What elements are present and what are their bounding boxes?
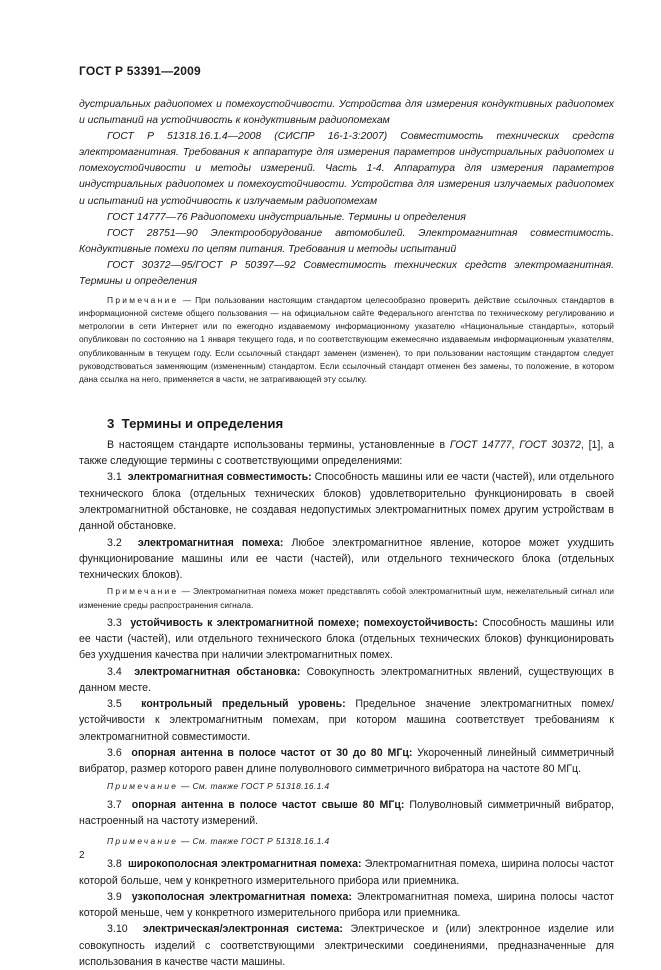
page-body	[79, 97, 614, 970]
term-3-10: 3.10 электрическая/электронная система: Электрическое и (или) электронное изделие или совокупность изделий с соответствующими электрическими соединениями, предназначенные для использования в качестве части машины.	[79, 923, 615, 968]
intro-paragraph: В настоящем стандарте использованы термины, установленные в ГОСТ 14777, ГОСТ 30372, [1], а также следующие термины с соответствующими определениями:	[79, 438, 614, 468]
term-3-7-note: Примечание — См. также ГОСТ Р 51318.16.1.4	[107, 836, 330, 847]
reference-gost-28751: ГОСТ 28751—90 Электрооборудование автомобилей. Электромагнитная совместимость. Кондуктивные помехи по цепям питания. Требования и методы испытаний	[79, 227, 614, 255]
section-number: 3	[107, 415, 115, 431]
term-3-3: 3.3 устойчивость к электромагнитной помехе; помехоустойчивость: Способность машины или ее части (частей), или отдельного технического блока (отдельных технических блоков) функционировать без ухудшения качества при наличии электромагнитных помех.	[79, 616, 614, 662]
reference-continuation: дустриальных радиопомех и помехоустойчивости. Устройства для измерения кондуктивных радиопомех и испытаний на устойчивость к кондуктивным радиопомехам	[79, 99, 614, 127]
intro-ref-gost-30372: ГОСТ 30372	[519, 438, 581, 451]
reference-gost-51318: ГОСТ Р 51318.16.1.4—2008 (СИСПР 16-1-3:2007) Совместимость технических средств электромагнитная. Требования к аппаратуре для измерения параметров индустриальных радиопомех и помехоустойчивости и методы измерений. Часть 1-4. Аппаратура для измерения параметров индустриальных радиопомех и помехоустойчивости. Устройства для измерения излучаемых радиопомех и испытаний на устойчивость к излучаемым радиопомехам	[79, 131, 614, 207]
term-3-6-note: Примечание — См. также ГОСТ Р 51318.16.1.4	[107, 780, 330, 791]
term-3-7: 3.7 опорная антенна в полосе частот свыше 80 МГц: Полуволновый симметричный вибратор, настроенный на частоту измерений.	[79, 798, 614, 827]
section-title: Термины и определения	[121, 415, 284, 431]
reference-gost-14777: ГОСТ 14777—76 Радиопомехи индустриальные. Термины и определения	[107, 211, 466, 223]
page-number: 2	[79, 850, 85, 861]
section-heading	[79, 415, 614, 433]
term-3-4: 3.4 электромагнитная обстановка: Совокупность электромагнитных явлений, существующих в данном месте.	[79, 665, 614, 694]
term-3-8: 3.8 широкополосная электромагнитная помеха: Электромагнитная помеха, ширина полосы частот которой больше, чем у конкретного измерительного прибора или приемника.	[79, 858, 615, 887]
term-3-1: 3.1 электромагнитная совместимость: Способность машины или ее части (частей), или отдельного технического блока (отдельных технических блоков) удовлетворительно функционировать в своей электромагнитной обстановке, не создавая недопустимых электромагнитных помех другим устройствам в данной обстановке.	[79, 471, 614, 533]
note-label: Примечание	[107, 295, 179, 306]
note-text: — При пользовании настоящим стандартом целесообразно проверить действие ссылочных стандартов в информационной системе общего пользования — на официальном сайте Федерального агентства по техническому регулированию и метрологии в сети Интернет или по ежегодно издаваемому информационному указателю «Национальные стандарты», который опубликован по состоянию на 1 января текущего года, и по соответствующим ежемесячно издаваемым информационным указателям, опубликованным в текущем году. Если ссылочный стандарт заменен (изменен), то при пользовании настоящим стандартом следует руководствоваться заменяющим (измененным) стандартом. Если ссылочный стандарт отменен без замены, то положение, в котором дана ссылка на него, применяется в части, не затрагивающей эту ссылку.	[79, 295, 614, 384]
term-3-2: 3.2 электромагнитная помеха: Любое электромагнитное явление, которое может ухудшить функционирование машины или ее части (частей), или отдельного технического блока (отдельных технических блоков).	[79, 536, 615, 582]
term-3-9: 3.9 узкополосная электромагнитная помеха: Электромагнитная помеха, ширина полосы частот которой меньше, чем у конкретного измерительного прибора или приемника.	[79, 890, 614, 920]
reference-gost-30372: ГОСТ 30372—95/ГОСТ Р 50397—92 Совместимость технических средств электромагнитная. Термины и определения	[79, 259, 614, 288]
page-header: ГОСТ Р 53391—2009	[79, 64, 201, 78]
intro-ref-gost-14777: ГОСТ 14777	[449, 438, 512, 451]
references-note	[79, 294, 614, 386]
term-3-5: 3.5 контрольный предельный уровень: Предельное значение электромагнитных помех/устойчивости к электромагнитным помехам, при котором машина соответствует требованиям к электромагнитной совместимости.	[79, 698, 615, 743]
term-3-2-note: Примечание — Электромагнитная помеха может представлять собой электромагнитный шум, нежелательный сигнал или изменение среды распространения сигнала.	[79, 586, 614, 610]
term-3-6: 3.6 опорная антенна в полосе частот от 30 до 80 МГц: Укороченный линейный симметричный вибратор, размер которого равен длине полуволнового симметричного вибратора на частоте 80 МГц.	[79, 747, 614, 776]
